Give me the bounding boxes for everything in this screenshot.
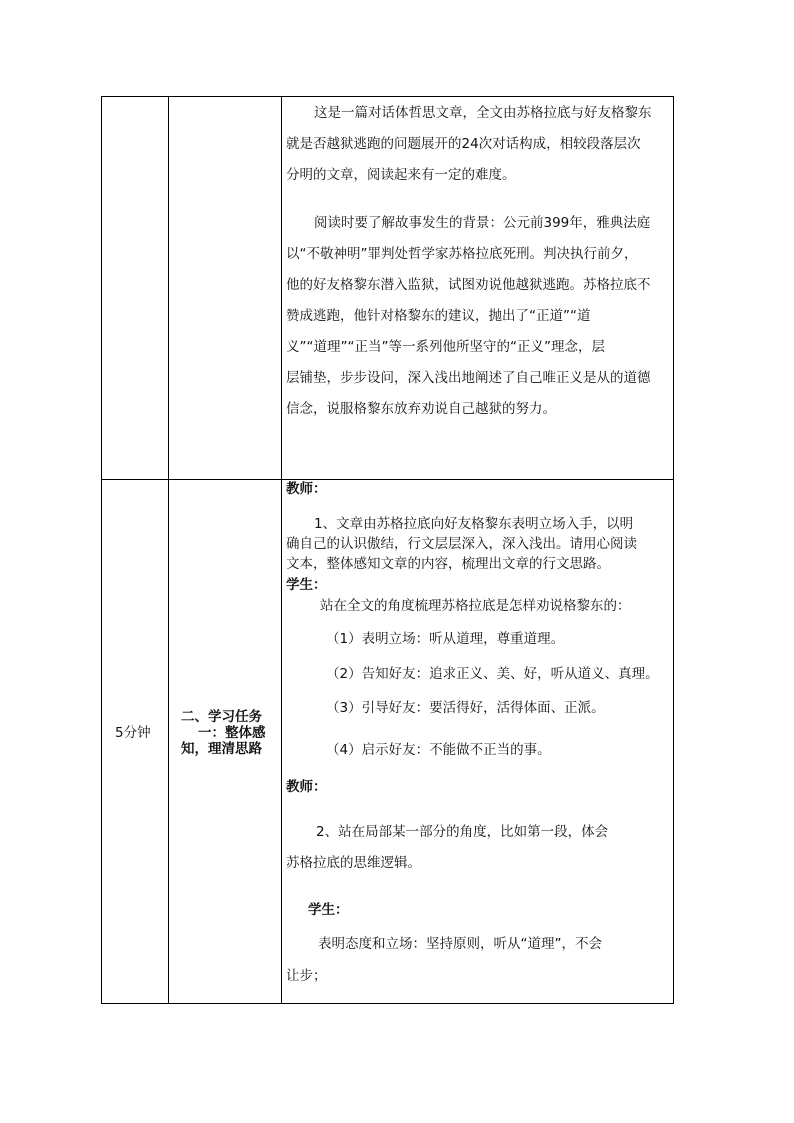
row1-task-cell	[169, 97, 282, 480]
row1-line-7: 赞成逃跑，他针对格黎东的建议，抛出了“正道”“道	[286, 308, 591, 324]
student-answer-line-1: 表明态度和立场：坚持原则，听从“道理”，不会	[318, 936, 602, 952]
row1-line-9: 层铺垫，步步设问，深入浅出地阐述了自己唯正义是从的道德	[286, 370, 651, 386]
row1-line-6: 他的好友格黎东潜入监狱，试图劝说他越狱逃跑。苏格拉底不	[286, 277, 651, 293]
teacher-label-1: 教师：	[286, 481, 327, 497]
student-intro: 站在全文的角度梳理苏格拉底是怎样劝说格黎东的：	[320, 598, 631, 614]
row1-line-8: 义”“道理”“正当”等一系列他所坚守的“正义”理念，层	[286, 339, 605, 355]
teacher-label-2: 教师：	[286, 779, 327, 795]
teacher-task-1-line-2: 确自己的认识傲结，行文层层深入，深入浅出。请用心阅读	[286, 536, 637, 552]
student-label-2: 学生：	[308, 902, 349, 918]
task-title-line-3: 知，理清思路	[181, 741, 262, 757]
student-item-2: （2）告知好友：追求正义、美、好，听从道义、真理。	[326, 666, 659, 682]
row1-line-2: 就是否越狱逃跑的问题展开的24次对话构成，相较段落层次	[286, 136, 641, 152]
row1-line-1: 这是一篇对话体哲思文章，全文由苏格拉底与好友格黎东	[314, 105, 652, 121]
row1-line-4: 阅读时要了解故事发生的背景：公元前399年，雅典法庭	[314, 215, 651, 231]
task-title-line-1: 二、学习任务	[181, 709, 262, 725]
task-title-line-2: 一：整体感	[198, 725, 266, 741]
time-label: 5分钟	[115, 725, 151, 741]
teacher-task-1-line-1: 1、文章由苏格拉底向好友格黎东表明立场入手，以明	[314, 516, 634, 532]
teacher-task-2-line-1: 2、站在局部某一部分的角度，比如第一段，体会	[316, 824, 609, 840]
student-label-1: 学生：	[286, 577, 327, 593]
row1-line-10: 信念，说服格黎东放弃劝说自己越狱的努力。	[286, 401, 556, 417]
row1-line-3: 分明的文章，阅读起来有一定的难度。	[286, 167, 516, 183]
row1-time-cell	[102, 97, 169, 480]
teacher-task-1-line-3: 文本，整体感知文章的内容，梳理出文章的行文思路。	[286, 556, 610, 572]
teacher-task-2-line-2: 苏格拉底的思维逻辑。	[286, 855, 421, 871]
row2-time-cell	[102, 480, 169, 1004]
student-item-1: （1）表明立场：听从道理，尊重道理。	[326, 631, 565, 647]
row1-line-5: 以“不敬神明”罪判处哲学家苏格拉底死刑。判决执行前夕，	[286, 246, 638, 262]
student-item-3: （3）引导好友：要活得好，活得体面、正派。	[326, 700, 605, 716]
student-answer-line-2: 让步；	[286, 968, 327, 984]
student-item-4: （4）启示好友：不能做不正当的事。	[326, 742, 551, 758]
